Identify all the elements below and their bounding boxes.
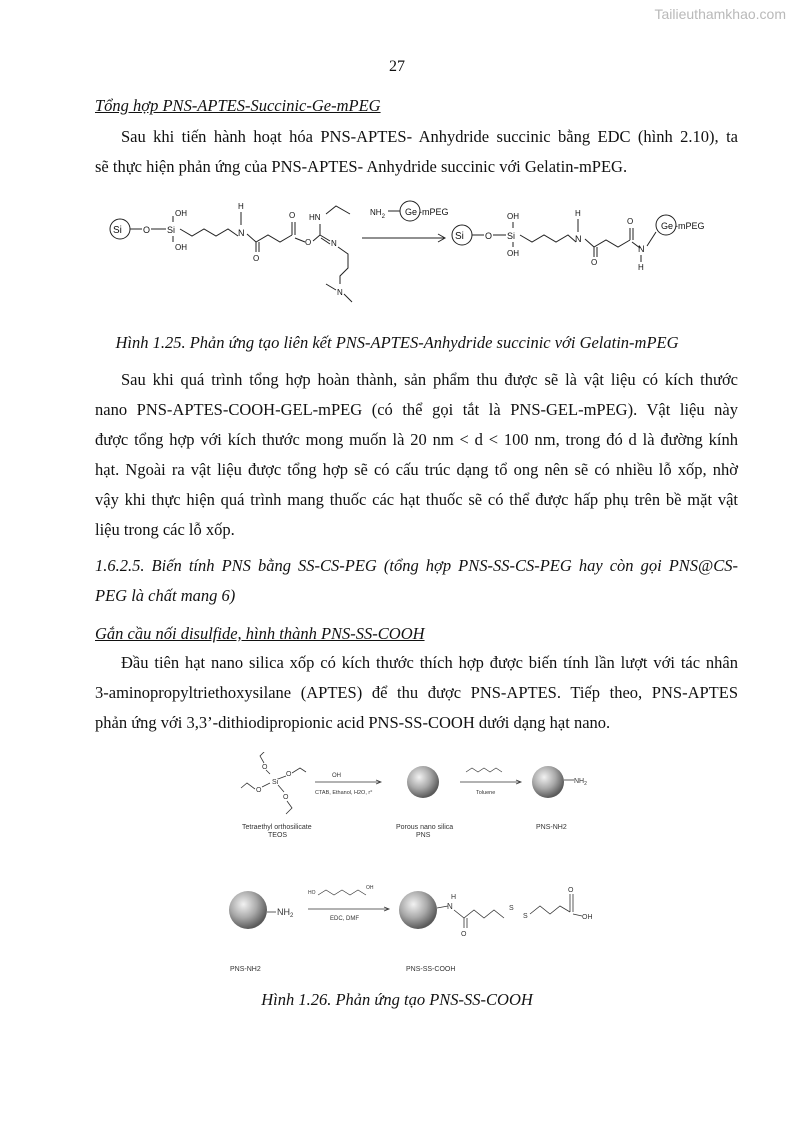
mpeg-reagent-label: -mPEG — [419, 207, 449, 217]
o-carbonyl-4: O — [627, 217, 634, 226]
pns-nh2-label-1: PNS-NH2 — [536, 824, 567, 831]
reagent-edc: EDC, DMF — [330, 916, 359, 922]
o-label-acid: O — [568, 887, 574, 894]
figure-1-25-caption: Hình 1.25. Phản ứng tạo liên kết PNS-APTES-Anhydride succinic với Gelatin-mPEG — [115, 333, 679, 352]
mpeg-product-label: -mPEG — [675, 221, 705, 231]
n-imine: N — [331, 239, 337, 248]
n-label-2: N — [575, 234, 582, 244]
reagent-oh-2: OH — [366, 885, 374, 891]
reagent-ctab: CTAB, Ethanol, H2O, r° — [315, 790, 373, 796]
teos-abbr: TEOS — [268, 832, 288, 839]
paragraph-c-line-3: phản ứng với 3,3’-dithiodipropionic acid PNS-SS-COOH dưới dạng hạt nano. — [95, 713, 611, 732]
pns-abbr: PNS — [416, 832, 431, 839]
figure-1-26-reaction — [220, 752, 620, 977]
ge-reagent-label: Ge — [405, 207, 418, 217]
pns-nh2-sphere — [532, 766, 564, 798]
nh2-label: $NH_2$ — [370, 208, 385, 220]
paragraph-b — [95, 365, 738, 545]
si-atom-2: Si — [507, 231, 516, 241]
oh-bottom-2: OH — [507, 249, 519, 258]
heading-disulfide: Gắn cầu nối disulfide, hình thành PNS-SS-COOH — [95, 624, 425, 643]
h-label-3: H — [638, 263, 644, 272]
pns-nh2-sphere-2 — [229, 891, 267, 929]
paragraph-b-line-3: được tổng hợp với kích thước mong muốn là 20 nm < d < 100 nm, trong đó d là đường kính — [95, 430, 738, 449]
watermark: Tailieuthamkhao.com — [654, 6, 786, 22]
paragraph-b-line-4: hạt. Ngoài ra vật liệu được tổng hợp sẽ có cấu trúc dạng tổ ong nên sẽ có nhiều lỗ xốp, nhờ — [95, 460, 738, 479]
h-label-1: H — [238, 202, 244, 211]
s-label-1: S — [509, 905, 514, 912]
o-carbonyl-1: O — [253, 254, 260, 263]
reagent-oh: OH — [332, 773, 341, 779]
paragraph-b-line-1: Sau khi quá trình tổng hợp hoàn thành, sản phẩm thu được sẽ là vật liệu có kích thước — [121, 370, 738, 389]
h-label-product: H — [451, 894, 457, 901]
paragraph-b-line-6: liệu trong các lỗ xốp. — [95, 520, 235, 539]
paragraph-b-line-2: nano PNS-APTES-COOH-GEL-mPEG (có thể gọi tắt là PNS-GEL-mPEG). Vật liệu này — [95, 400, 738, 419]
n-label-product: N — [447, 902, 453, 911]
pns-ss-cooh-sphere — [399, 891, 437, 929]
si-bead-right-label: Si — [455, 231, 464, 242]
nh2-label-1: $NH_2$ — [574, 778, 587, 787]
paragraph-a — [95, 122, 738, 182]
ge-product-label: Ge — [661, 221, 674, 231]
paragraph-c — [95, 648, 738, 738]
page-number: 27 — [389, 58, 405, 75]
teos-si: Si — [272, 779, 279, 786]
o-label-2: O — [485, 231, 493, 241]
o-ester: O — [305, 238, 312, 247]
o-carbonyl-2: O — [289, 211, 296, 220]
teos-o2: O — [286, 771, 292, 778]
paragraph-a-line-1: Sau khi tiến hành hoạt hóa PNS-APTES- Anhydride succinic bằng EDC (hình 2.10), ta — [121, 127, 738, 146]
nh2-label-2: $NH_2$ — [277, 907, 294, 919]
s-label-2: S — [523, 913, 528, 920]
oh-top-1: OH — [175, 209, 187, 218]
paragraph-b-line-5: vậy khi thực hiện quá trình mang thuốc các hạt thuốc sẽ có thể được hấp phụ trên bề mặt vật — [95, 490, 738, 509]
n-dimethyl: N — [337, 288, 343, 297]
section-heading-1-6-2-5 — [95, 551, 738, 611]
figure-1-25-reaction — [108, 192, 728, 308]
pns-sphere — [407, 766, 439, 798]
reagent-toluene: Toluene — [476, 790, 496, 796]
pns-ss-cooh-label: PNS-SS-COOH — [406, 966, 456, 973]
o-label-1: O — [143, 225, 151, 235]
oh-bottom-1: OH — [175, 243, 187, 252]
heading-pns-aptes-succinic: Tổng hợp PNS-APTES-Succinic-Ge-mPEG — [95, 96, 381, 115]
hn-label: HN — [309, 213, 321, 222]
h-label-2: H — [575, 209, 581, 218]
section-heading-line-2: PEG là chất mang 6) — [95, 586, 236, 605]
pns-label: Porous nano silica — [396, 824, 454, 831]
paragraph-a-line-2: sẽ thực hiện phản ứng của PNS-APTES- Anhydride succinic với Gelatin-mPEG. — [95, 157, 628, 176]
teos-o3: O — [256, 787, 262, 794]
o-carbonyl-3: O — [591, 258, 598, 267]
figure-1-26-caption: Hình 1.26. Phản ứng tạo PNS-SS-COOH — [261, 990, 533, 1009]
si-bead-left-label: Si — [113, 225, 122, 236]
reagent-ho: HO — [308, 890, 316, 896]
n-label-1: N — [238, 228, 245, 238]
teos-o4: O — [283, 794, 289, 801]
teos-label: Tetraethyl orthosilicate — [242, 824, 312, 831]
teos-o1: O — [262, 764, 268, 771]
paragraph-c-line-1: Đầu tiên hạt nano silica xốp có kích thước thích hợp được biến tính lần lượt với tác nhân — [121, 653, 738, 672]
si-atom-1: Si — [167, 225, 176, 235]
n-label-3: N — [638, 244, 645, 254]
o-label-product: O — [461, 931, 467, 938]
pns-nh2-label-2: PNS-NH2 — [230, 966, 261, 973]
paragraph-c-line-2: 3-aminopropyltriethoxysilane (APTES) để thu được PNS-APTES. Tiếp theo, PNS-APTES — [95, 683, 738, 702]
section-heading-line-1: 1.6.2.5. Biến tính PNS bằng SS-CS-PEG (tổng hợp PNS-SS-CS-PEG hay còn gọi PNS@CS- — [95, 556, 738, 575]
oh-top-2: OH — [507, 212, 519, 221]
oh-label-acid: OH — [582, 914, 593, 921]
